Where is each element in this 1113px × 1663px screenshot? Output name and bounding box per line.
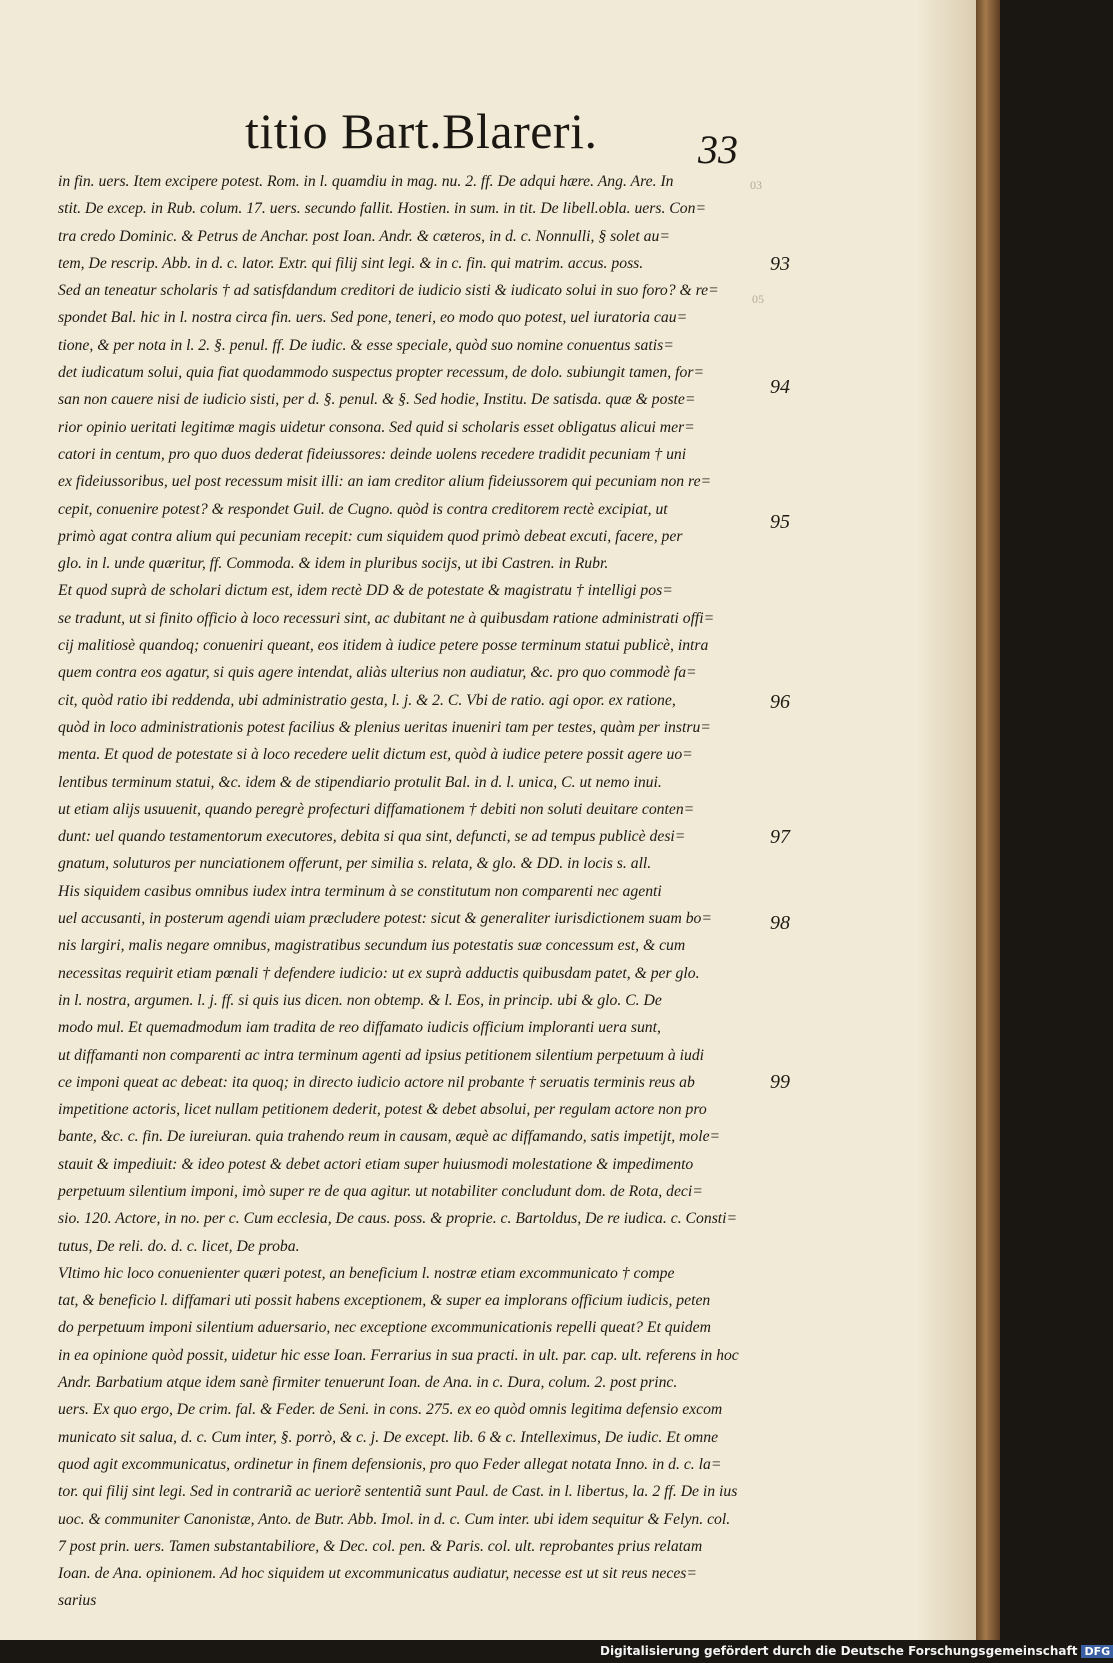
text-line: rior opinio ueritati legitimæ magis uidetur consona. Sed quid si scholaris esset obligatus alicui mer= xyxy=(58,418,695,436)
text-line: ut etiam alijs usuuenit, quando peregrè profecturi diffamationem † debiti non soluti deuitare conten= xyxy=(58,800,695,818)
text-line: bante, &c. c. fin. De iureiuran. quia trahendo reum in causam, æquè ac diffamando, satis impetijt, mole= xyxy=(58,1128,721,1146)
text-line: municato sit salua, d. c. Cum inter, §. porrò, & c. j. De except. lib. 6 & c. Intelleximus, De iudic. Et omne xyxy=(58,1428,719,1446)
margin-number: 98 xyxy=(770,912,790,934)
running-title: titio Bart.Blareri. xyxy=(245,103,598,159)
text-line: perpetuum silentium imponi, imò super re de qua agitur. ut notabiliter concludunt dom. de Rota, deci= xyxy=(58,1182,703,1200)
text-line: necessitas requirit etiam pœnali † defendere iudicio: ut ex suprà adductis quibusdam patet, & per glo. xyxy=(58,964,700,982)
text-line: primò agat contra alium qui pecuniam recepit: cum siquidem quod primò debeat excuti, facere, per xyxy=(58,527,683,545)
text-line: catori in centum, pro quo duos dederat fideiussores: deinde uolens recedere tradidit pecuniam † uni xyxy=(58,445,687,463)
bleed-through-mark: 03 xyxy=(750,178,762,192)
text-line: uel accusanti, in posterum agendi uiam præcludere potest: sicut & generaliter iurisdictionem suam bo= xyxy=(58,910,712,928)
text-line: spondet Bal. hic in l. nostra circa fin. uers. Sed pone, teneri, eo modo quo potest, uel iuratoria cau= xyxy=(58,309,688,327)
digitization-credit xyxy=(600,1644,1113,1658)
text-line: uers. Ex quo ergo, De crim. fal. & Feder. de Seni. in cons. 275. ex eo quòd omnis legitima defensio excom xyxy=(58,1401,723,1419)
text-line: tat, & beneficio l. diffamari uti possit habens exceptionem, & super ea implorans officium iudicis, peten xyxy=(58,1292,711,1310)
text-line: lentibus terminum statui, &c. idem & de stipendiario protulit Bal. in d. l. unica, C. ut nemo inui. xyxy=(58,773,662,791)
body-text xyxy=(58,168,758,1615)
text-line: nis largiri, malis negare omnibus, magistratibus secundum ius potestatis suæ concessum est, & cum xyxy=(58,937,686,955)
text-line: cepit, conuenire potest? & respondet Guil. de Cugno. quòd is contra creditorem rectè excipiat, ut xyxy=(58,500,668,518)
text-line: san non cauere nisi de iudicio sisti, per d. §. penul. & §. Sed hodie, Institu. De satisda. quæ & poste= xyxy=(58,391,696,409)
text-line: ce imponi queat ac debeat: ita quoq; in directo iudicio actore nil probante † seruatis terminis reus ab xyxy=(58,1073,695,1091)
text-line: sarius xyxy=(58,1592,97,1610)
text-line: tor. qui filij sint legi. Sed in contrariã ac ueriorẽ sententiã sunt Paul. de Cast. in l. libertus, la. 2 ff. De in ius xyxy=(58,1483,738,1501)
text-line: sio. 120. Actore, in no. per c. Cum ecclesia, De caus. poss. & proprie. c. Bartoldus, De re iudica. c. Consti= xyxy=(58,1210,738,1228)
text-line: quem contra eos agatur, si quis agere intendat, aliàs ulterius non audiatur, &c. pro quo commodè fa= xyxy=(58,664,697,682)
margin-number: 96 xyxy=(770,691,790,713)
text-line: gnatum, soluturos per nunciationem offerunt, per similia s. relata, & glo. & DD. in locis s. all. xyxy=(58,855,652,873)
text-line: menta. Et quod de potestate si à loco recedere uelit dictum est, quòd à iudice petere possit agere uo= xyxy=(58,746,693,764)
text-line: stauit & impediuit: & ideo potest & debet actori etiam super huiusmodi molestatione & impedimento xyxy=(58,1155,694,1173)
text-line: do perpetuum imponi silentium aduersario, nec exceptione excommunicationis repelli queat? Et quidem xyxy=(58,1319,711,1337)
text-line: Andr. Barbatium atque idem sanè firmiter tenuerunt Ioan. de Ana. in c. Dura, colum. 2. post princ. xyxy=(58,1374,678,1392)
text-line: Vltimo hic loco conuenienter quæri potest, an beneficium l. nostræ etiam excommunicato † compe xyxy=(58,1264,675,1282)
text-line: ut diffamanti non comparenti ac intra terminum agenti ad ipsius petitionem silentium perpetuum à iudi xyxy=(58,1046,705,1064)
text-line: Sed an teneatur scholaris † ad satisfdandum creditori de iudicio sisti & iudicato solui in suo foro? & re= xyxy=(58,282,719,300)
credit-text: Digitalisierung gefördert durch die Deutsche Forschungsgemeinschaft xyxy=(600,1644,1078,1658)
margin-number: 95 xyxy=(770,511,790,533)
text-line: cit, quòd ratio ibi reddenda, ubi administratio gesta, l. j. & 2. C. Vbi de ratio. agi opor. ex ratione, xyxy=(58,691,676,709)
text-line: tione, & per nota in l. 2. §. penul. ff. De iudic. & esse speciale, quòd suo nomine conuentus satis= xyxy=(58,336,674,354)
text-line: uoc. & communiter Canonistæ, Anto. de Butr. Abb. Imol. in d. c. Cum inter. ubi idem sequitur & Felyn. col. xyxy=(58,1510,731,1528)
text-line: quòd in loco administrationis potest facilius & plenius ueritas inueniri tam per testes, quàm per instru= xyxy=(58,718,711,736)
margin-number: 93 xyxy=(770,253,790,275)
text-line: modo mul. Et quemadmodum iam tradita de reo diffamato iudicis officium imploranti uera sunt, xyxy=(58,1019,661,1037)
text-line: ex fideiussoribus, uel post recessum misit illi: an iam creditor alium fideiussorem qui pecuniam non re= xyxy=(58,473,712,491)
bleed-through-mark: 05 xyxy=(752,292,764,306)
margin-number: 94 xyxy=(770,376,790,398)
text-line: Ioan. de Ana. opinionem. Ad hoc siquidem ut excommunicatus audiatur, necesse est ut sit reus neces= xyxy=(58,1565,697,1583)
text-line: stit. De excep. in Rub. colum. 17. uers. secundo fallit. Hostien. in sum. in tit. De libell.obla. uers. Con= xyxy=(58,200,707,218)
text-line: 7 post prin. uers. Tamen substantabiliore, & Dec. col. pen. & Paris. col. ult. reprobantes prius relatam xyxy=(58,1537,703,1555)
text-line: in ea opinione quòd possit, uidetur hic esse Ioan. Ferrarius in sua practi. in ult. par. cap. ult. referens in hoc xyxy=(58,1346,739,1364)
text-line: impetitione actoris, licet nullam petitionem dederit, potest & debet absolui, per regulam actore non pro xyxy=(58,1101,707,1119)
text-line: Et quod suprà de scholari dictum est, idem rectè DD & de potestate & magistratu † intelligi pos= xyxy=(58,582,673,600)
dfg-logo: DFG xyxy=(1081,1645,1113,1658)
text-line: tem, De rescrip. Abb. in d. c. lator. Extr. qui filij sint legi. & in c. fin. qui matrim. accus. poss. xyxy=(58,254,644,272)
text-line: tutus, De reli. do. d. c. licet, De proba. xyxy=(58,1237,300,1255)
margin-number: 99 xyxy=(770,1071,790,1093)
text-line: det iudicatum solui, quia fiat quodammodo suspectus propter recessum, de dolo. subiungit tamen, for= xyxy=(58,364,705,382)
text-line: cij malitiosè quandoq; conueniri queant, eos itidem à iudice petere posse terminum statui publicè, intra xyxy=(58,637,709,655)
text-line: se tradunt, ut si finito officio à loco recessuri sint, ac dubitant ne à quibusdam ratione administrati offi= xyxy=(58,609,715,627)
text-line: glo. in l. unde quæritur, ff. Commoda. & idem in pluribus socijs, ut ibi Castren. in Rubr. xyxy=(58,555,609,573)
text-line: His siquidem casibus omnibus iudex intra terminum à se constitutum non comparenti nec agenti xyxy=(58,882,662,900)
text-line: dunt: uel quando testamentorum executores, debita si qua sint, defuncti, se ad tempus publicè desi= xyxy=(58,828,686,846)
text-line: in fin. uers. Item excipere potest. Rom. in l. quamdiu in mag. nu. 2. ff. De adqui hære. Ang. Are. In xyxy=(58,173,674,190)
margin-number: 97 xyxy=(770,826,790,848)
text-line: tra credo Dominic. & Petrus de Anchar. post Ioan. Andr. & cæteros, in d. c. Nonnulli, § solet au= xyxy=(58,227,670,245)
book-edge xyxy=(976,0,1000,1640)
page-number: 33 xyxy=(698,127,738,172)
text-line: in l. nostra, argumen. l. j. ff. si quis ius dicen. non obtemp. & l. Eos, in princip. ubi & glo. C. De xyxy=(58,991,662,1009)
text-line: quod agit excommunicatus, ordinetur in finem defensionis, pro quo Feder allegat notata Inno. in d. c. la= xyxy=(58,1455,722,1473)
